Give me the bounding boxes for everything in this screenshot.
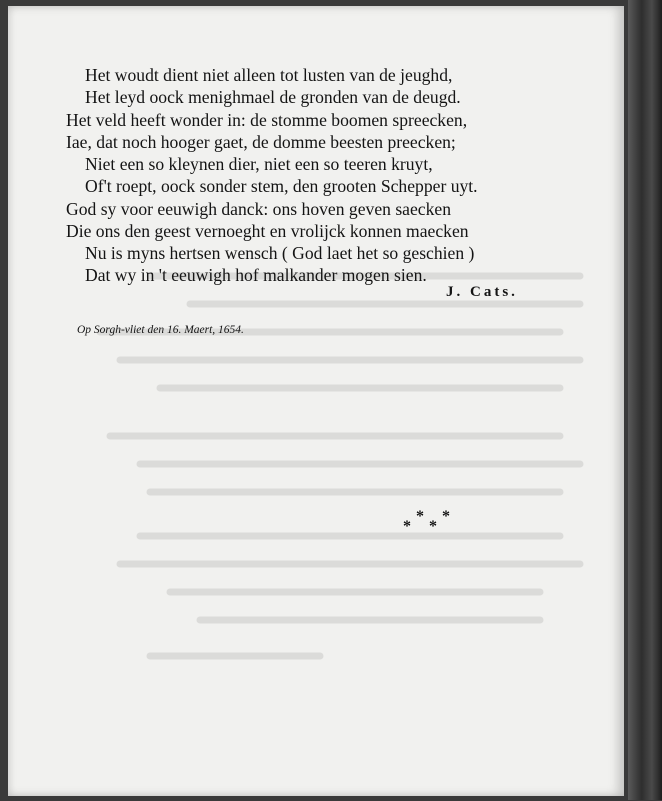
poem-line-9: Nu is myns hertsen wensch ( God laet het so geschien ) xyxy=(85,243,475,263)
book-page xyxy=(8,6,624,796)
ornament-star: * xyxy=(442,508,450,525)
ornament-star: * xyxy=(403,518,411,535)
asterism-ornament xyxy=(396,509,456,539)
ornament-star: * xyxy=(429,518,437,535)
poem-line-2: Het leyd oock menighmael de gronden van de deugd. xyxy=(85,87,461,107)
poem-line-5: Niet een so kleynen dier, niet een so teeren kruyt, xyxy=(85,154,433,174)
ornament-star: * xyxy=(416,508,424,525)
author-signature: J. Cats. xyxy=(446,284,518,300)
dateline: Op Sorgh-vliet den 16. Maert, 1654. xyxy=(77,324,244,336)
poem-line-10: Dat wy in 't eeuwigh hof malkander mogen sien. xyxy=(85,265,427,285)
poem-line-7: God sy voor eeuwigh danck: ons hoven geven saecken xyxy=(66,199,452,219)
poem-line-1: Het woudt dient niet alleen tot lusten van de jeughd, xyxy=(85,65,453,85)
poem-line-6: Of't roept, oock sonder stem, den grooten Schepper uyt. xyxy=(85,176,478,196)
book-binding xyxy=(628,0,662,800)
poem-line-8: Die ons den geest vernoeght en vrolijck konnen maecken xyxy=(66,221,469,241)
poem-line-3: Het veld heeft wonder in: de stomme boomen spreecken, xyxy=(66,110,468,130)
poem-line-4: Iae, dat noch hooger gaet, de domme beesten preecken; xyxy=(66,132,456,152)
